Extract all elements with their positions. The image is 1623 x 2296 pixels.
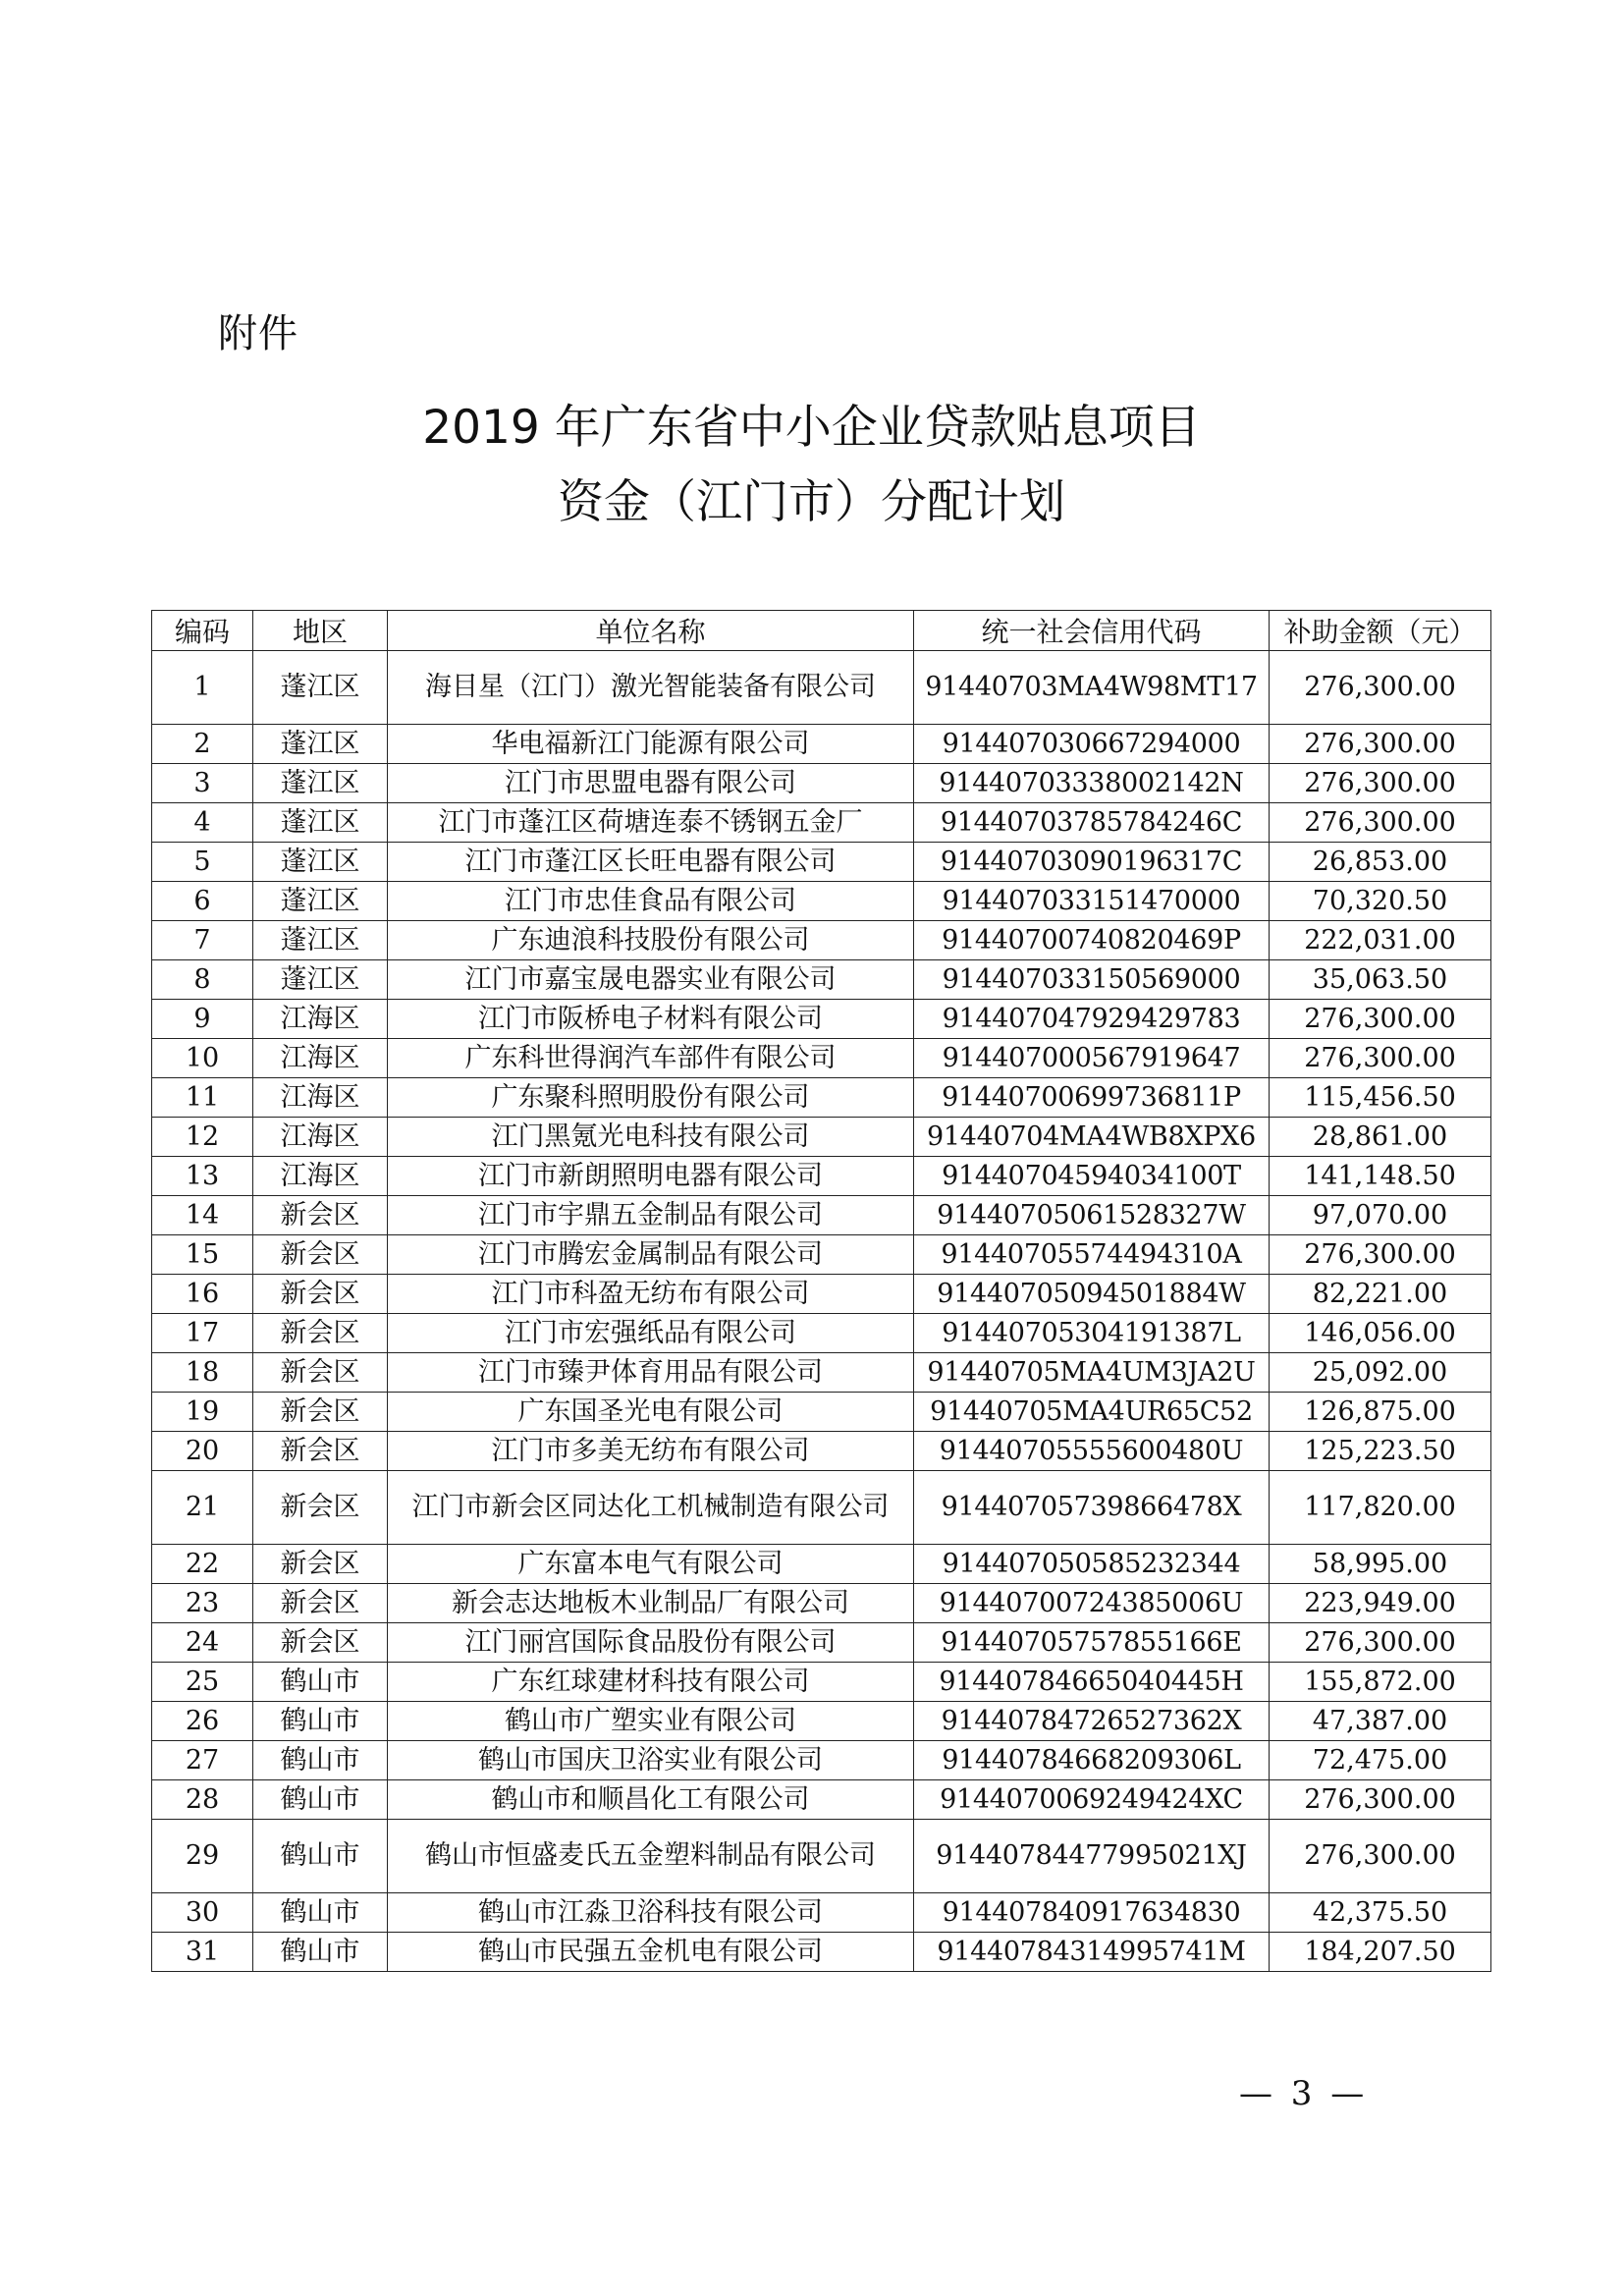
row-number: 22 [152,1545,253,1584]
row-number: 3 [152,764,253,803]
row-number: 9 [152,1000,253,1039]
row-subsidy-amount: 276,300.00 [1270,651,1491,725]
row-region: 蓬江区 [253,843,388,882]
row-credit-code: 91440784314995741M [914,1933,1270,1972]
table-row [152,882,1491,921]
row-region: 新会区 [253,1235,388,1275]
row-company-name: 江门市蓬江区长旺电器有限公司 [388,843,914,882]
table-row [152,1741,1491,1780]
row-subsidy-amount: 276,300.00 [1270,1235,1491,1275]
table-row [152,764,1491,803]
row-number: 12 [152,1118,253,1157]
attachment-label: 附件 [218,311,298,356]
row-region: 新会区 [253,1471,388,1545]
row-credit-code: 914407030667294000 [914,725,1270,764]
row-subsidy-amount: 82,221.00 [1270,1275,1491,1314]
row-credit-code: 914407047929429783 [914,1000,1270,1039]
row-credit-code: 91440705061528327W [914,1196,1270,1235]
row-company-name: 江门市新会区同达化工机械制造有限公司 [388,1471,914,1545]
row-number: 27 [152,1741,253,1780]
row-company-name: 江门市蓬江区荷塘连泰不锈钢五金厂 [388,803,914,843]
row-company-name: 鹤山市国庆卫浴实业有限公司 [388,1741,914,1780]
row-subsidy-amount: 25,092.00 [1270,1353,1491,1393]
row-number: 15 [152,1235,253,1275]
row-subsidy-amount: 115,456.50 [1270,1078,1491,1118]
row-subsidy-amount: 70,320.50 [1270,882,1491,921]
row-credit-code: 91440705739866478X [914,1471,1270,1545]
row-credit-code: 914407033150569000 [914,960,1270,1000]
row-number: 5 [152,843,253,882]
row-credit-code: 91440705574494310A [914,1235,1270,1275]
row-number: 14 [152,1196,253,1235]
table-row [152,1702,1491,1741]
row-region: 蓬江区 [253,803,388,843]
row-number: 11 [152,1078,253,1118]
row-subsidy-amount: 26,853.00 [1270,843,1491,882]
row-region: 江海区 [253,1118,388,1157]
row-credit-code: 91440704MA4WB8XPX6 [914,1118,1270,1157]
row-company-name: 江门市嘉宝晟电器实业有限公司 [388,960,914,1000]
row-subsidy-amount: 47,387.00 [1270,1702,1491,1741]
table-row [152,725,1491,764]
table-row [152,1275,1491,1314]
row-credit-code: 914407840917634830 [914,1893,1270,1933]
row-company-name: 江门市宏强纸品有限公司 [388,1314,914,1353]
row-company-name: 江门黑氪光电科技有限公司 [388,1118,914,1157]
row-region: 蓬江区 [253,882,388,921]
row-region: 鹤山市 [253,1780,388,1820]
row-region: 新会区 [253,1275,388,1314]
row-credit-code: 91440703090196317C [914,843,1270,882]
row-number: 10 [152,1039,253,1078]
row-region: 鹤山市 [253,1893,388,1933]
row-subsidy-amount: 35,063.50 [1270,960,1491,1000]
row-company-name: 华电福新江门能源有限公司 [388,725,914,764]
row-region: 蓬江区 [253,651,388,725]
row-company-name: 江门市宇鼎五金制品有限公司 [388,1196,914,1235]
row-credit-code: 91440700699736811P [914,1078,1270,1118]
row-subsidy-amount: 276,300.00 [1270,1780,1491,1820]
row-region: 鹤山市 [253,1741,388,1780]
table-row [152,960,1491,1000]
row-credit-code: 91440705MA4UM3JA2U [914,1353,1270,1393]
row-subsidy-amount: 117,820.00 [1270,1471,1491,1545]
row-credit-code: 91440703338002142N [914,764,1270,803]
row-company-name: 鹤山市和顺昌化工有限公司 [388,1780,914,1820]
row-credit-code: 91440784665040445H [914,1663,1270,1702]
row-region: 蓬江区 [253,725,388,764]
row-credit-code: 91440700724385006U [914,1584,1270,1623]
row-number: 20 [152,1432,253,1471]
table-row [152,1623,1491,1663]
row-company-name: 鹤山市江淼卫浴科技有限公司 [388,1893,914,1933]
row-number: 25 [152,1663,253,1702]
row-company-name: 江门丽宫国际食品股份有限公司 [388,1623,914,1663]
row-number: 4 [152,803,253,843]
row-company-name: 江门市忠佳食品有限公司 [388,882,914,921]
row-number: 21 [152,1471,253,1545]
row-subsidy-amount: 276,300.00 [1270,1039,1491,1078]
row-company-name: 广东聚科照明股份有限公司 [388,1078,914,1118]
table-row [152,1432,1491,1471]
row-credit-code: 91440784668209306L [914,1741,1270,1780]
table-row [152,1353,1491,1393]
table-row [152,1314,1491,1353]
row-region: 新会区 [253,1393,388,1432]
row-company-name: 广东国圣光电有限公司 [388,1393,914,1432]
document-title-line-2: 资金（江门市）分配计划 [558,475,1065,529]
row-region: 鹤山市 [253,1933,388,1972]
row-subsidy-amount: 276,300.00 [1270,764,1491,803]
table-row [152,1471,1491,1545]
row-company-name: 鹤山市恒盛麦氏五金塑料制品有限公司 [388,1820,914,1893]
row-credit-code: 91440784726527362X [914,1702,1270,1741]
row-subsidy-amount: 276,300.00 [1270,1000,1491,1039]
row-subsidy-amount: 141,148.50 [1270,1157,1491,1196]
row-subsidy-amount: 155,872.00 [1270,1663,1491,1702]
header-region: 地区 [253,611,388,651]
row-region: 新会区 [253,1314,388,1353]
row-number: 7 [152,921,253,960]
row-number: 29 [152,1820,253,1893]
table-row [152,1663,1491,1702]
table-row [152,1039,1491,1078]
row-subsidy-amount: 276,300.00 [1270,725,1491,764]
page-number: — 3 — [1239,2074,1369,2113]
row-region: 蓬江区 [253,764,388,803]
row-region: 蓬江区 [253,921,388,960]
row-number: 26 [152,1702,253,1741]
row-subsidy-amount: 97,070.00 [1270,1196,1491,1235]
row-subsidy-amount: 184,207.50 [1270,1933,1491,1972]
row-number: 17 [152,1314,253,1353]
row-credit-code: 91440703MA4W98MT17 [914,651,1270,725]
row-subsidy-amount: 276,300.00 [1270,1623,1491,1663]
row-subsidy-amount: 72,475.00 [1270,1741,1491,1780]
row-company-name: 江门市思盟电器有限公司 [388,764,914,803]
row-subsidy-amount: 126,875.00 [1270,1393,1491,1432]
row-subsidy-amount: 223,949.00 [1270,1584,1491,1623]
row-subsidy-amount: 28,861.00 [1270,1118,1491,1157]
allocation-table [151,610,1491,1972]
row-subsidy-amount: 146,056.00 [1270,1314,1491,1353]
row-company-name: 海目星（江门）激光智能装备有限公司 [388,651,914,725]
table-row [152,1584,1491,1623]
row-region: 江海区 [253,1039,388,1078]
row-credit-code: 9144070069249424XC [914,1780,1270,1820]
row-subsidy-amount: 222,031.00 [1270,921,1491,960]
row-company-name: 江门市多美无纺布有限公司 [388,1432,914,1471]
table-row [152,1393,1491,1432]
table-row [152,1196,1491,1235]
table-row [152,1157,1491,1196]
row-region: 鹤山市 [253,1820,388,1893]
table-row [152,1000,1491,1039]
row-credit-code: 914407000567919647 [914,1039,1270,1078]
row-number: 23 [152,1584,253,1623]
row-credit-code: 91440705757855166E [914,1623,1270,1663]
row-region: 新会区 [253,1623,388,1663]
header-subsidy-amount: 补助金额（元） [1270,611,1491,651]
row-region: 新会区 [253,1432,388,1471]
row-company-name: 江门市新朗照明电器有限公司 [388,1157,914,1196]
row-number: 13 [152,1157,253,1196]
row-number: 6 [152,882,253,921]
row-company-name: 江门市臻尹体育用品有限公司 [388,1353,914,1393]
row-credit-code: 91440784477995021XJ [914,1820,1270,1893]
row-number: 18 [152,1353,253,1393]
row-credit-code: 91440705304191387L [914,1314,1270,1353]
row-company-name: 广东迪浪科技股份有限公司 [388,921,914,960]
row-region: 新会区 [253,1196,388,1235]
row-credit-code: 91440705094501884W [914,1275,1270,1314]
row-region: 鹤山市 [253,1702,388,1741]
row-credit-code: 91440703785784246C [914,803,1270,843]
table-row [152,1893,1491,1933]
row-credit-code: 91440705MA4UR65C52 [914,1393,1270,1432]
row-company-name: 广东科世得润汽车部件有限公司 [388,1039,914,1078]
row-number: 31 [152,1933,253,1972]
row-number: 16 [152,1275,253,1314]
header-code: 编码 [152,611,253,651]
header-credit-code: 统一社会信用代码 [914,611,1270,651]
table-row [152,843,1491,882]
table-row [152,1118,1491,1157]
document-title-line-1: 2019 年广东省中小企业贷款贴息项目 [422,401,1201,455]
row-region: 蓬江区 [253,960,388,1000]
row-subsidy-amount: 276,300.00 [1270,803,1491,843]
row-number: 1 [152,651,253,725]
row-company-name: 江门市阪桥电子材料有限公司 [388,1000,914,1039]
row-subsidy-amount: 58,995.00 [1270,1545,1491,1584]
row-region: 江海区 [253,1157,388,1196]
row-number: 24 [152,1623,253,1663]
row-region: 新会区 [253,1545,388,1584]
table-header-row [152,611,1491,651]
row-company-name: 江门市腾宏金属制品有限公司 [388,1235,914,1275]
row-region: 江海区 [253,1000,388,1039]
table-row [152,1078,1491,1118]
row-region: 新会区 [253,1353,388,1393]
table-row [152,651,1491,725]
row-credit-code: 91440704594034100T [914,1157,1270,1196]
row-company-name: 鹤山市广塑实业有限公司 [388,1702,914,1741]
row-credit-code: 914407033151470000 [914,882,1270,921]
table-body [152,651,1491,1972]
table-row [152,1780,1491,1820]
row-number: 30 [152,1893,253,1933]
row-number: 8 [152,960,253,1000]
table-row [152,1820,1491,1893]
table-row [152,1235,1491,1275]
row-region: 江海区 [253,1078,388,1118]
row-credit-code: 914407050585232344 [914,1545,1270,1584]
row-region: 新会区 [253,1584,388,1623]
row-number: 19 [152,1393,253,1432]
row-company-name: 广东富本电气有限公司 [388,1545,914,1584]
row-subsidy-amount: 125,223.50 [1270,1432,1491,1471]
row-number: 28 [152,1780,253,1820]
row-subsidy-amount: 42,375.50 [1270,1893,1491,1933]
table-row [152,921,1491,960]
row-company-name: 新会志达地板木业制品厂有限公司 [388,1584,914,1623]
row-number: 2 [152,725,253,764]
row-credit-code: 91440700740820469P [914,921,1270,960]
table-row [152,1933,1491,1972]
row-company-name: 鹤山市民强五金机电有限公司 [388,1933,914,1972]
row-company-name: 江门市科盈无纺布有限公司 [388,1275,914,1314]
row-company-name: 广东红球建材科技有限公司 [388,1663,914,1702]
row-subsidy-amount: 276,300.00 [1270,1820,1491,1893]
table-row [152,803,1491,843]
row-credit-code: 91440705555600480U [914,1432,1270,1471]
table-row [152,1545,1491,1584]
row-region: 鹤山市 [253,1663,388,1702]
header-company-name: 单位名称 [388,611,914,651]
